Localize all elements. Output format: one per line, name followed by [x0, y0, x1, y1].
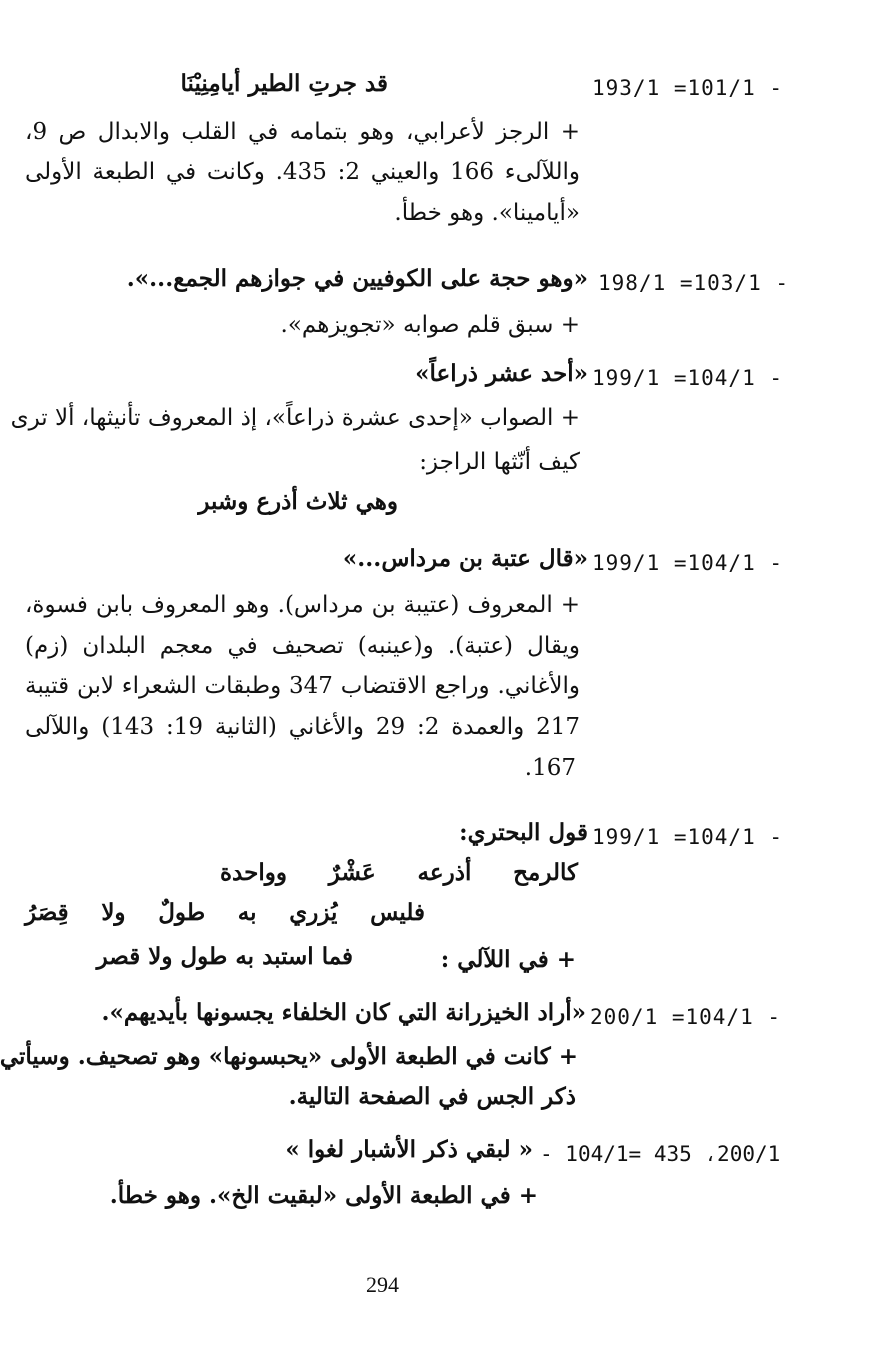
verse-line: فليس يُزري به طولٌ ولا قِصَرُ	[25, 899, 425, 926]
entry-quote: « لبقي ذكر الأشبار لغوا »	[285, 1136, 533, 1163]
entry-quote: «أحد عشر ذراعاً»	[415, 360, 588, 387]
page-number: 294	[366, 1272, 399, 1297]
entry-quote: «وهو حجة على الكوفيين في جوازهم الجمع...».	[126, 265, 588, 292]
entry-reference: 200/1، 435 =104/1 -	[540, 1142, 781, 1166]
entry-quote: قد جرتِ الطير أيامِنِيْنَا	[180, 70, 388, 97]
entry-text-line: + الرجز لأعرابي، وهو بتمامه في القلب والابدال ص 9،	[25, 119, 580, 145]
entry-text-line: ويقال (عتبة). و(عينبه) تصحيف في معجم البلدان (زم)	[25, 633, 580, 659]
verse-line: وهي ثلاث أذرع وشبر	[198, 488, 398, 515]
verse-line: كالرمح أذرعه عَشْرٌ وواحدة	[220, 859, 578, 886]
entry-text-line: 167.	[524, 755, 576, 781]
entry-reference: 198/1 =103/1 -	[598, 271, 790, 295]
entry-text-line: 217 والعمدة 2: 29 والأغاني (الثانية 19: 143) واللآلى	[25, 714, 580, 740]
entry-text-line: + في الطبعة الأولى «لبقيت الخ». وهو خطأ.	[109, 1182, 538, 1209]
verse-line: فما استبد به طول ولا قصر	[96, 943, 353, 970]
entry-reference: 199/1 =104/1 -	[592, 551, 784, 575]
entry-text-line: + كانت في الطبعة الأولى «يحبسونها» وهو تصحيف. وسيأتي	[0, 1043, 578, 1070]
entry-text-line: واللآلىء 166 والعيني 2: 435. وكانت في الطبعة الأولى	[25, 159, 580, 185]
entry-text-line: والأغاني. وراجع الاقتضاب 347 وطبقات الشعراء لابن قتيبة	[25, 673, 580, 699]
entry-text-line: + سبق قلم صوابه «تجويزهم».	[280, 312, 580, 338]
entry-text-line: + الصواب «إحدى عشرة ذراعاً»، إذ المعروف تأنيثها، ألا ترى	[10, 405, 580, 431]
entry-text-line: ذكر الجس في الصفحة التالية.	[288, 1083, 576, 1110]
entry-quote: «قال عتبة بن مرداس...»	[342, 545, 588, 572]
entry-quote: قول البحتري:	[459, 819, 588, 846]
entry-text-line: + المعروف (عتيبة بن مرداس). وهو المعروف بابن فسوة،	[25, 592, 580, 618]
entry-reference: 200/1 =104/1 -	[590, 1005, 782, 1029]
entry-reference: 199/1 =104/1 -	[592, 366, 784, 390]
entry-text-line: «أيامينا». وهو خطأ.	[394, 200, 580, 226]
entry-reference: 193/1 =101/1 -	[592, 76, 784, 100]
entry-text-line: + في اللآلي :	[440, 946, 576, 973]
entry-quote: «أراد الخيزرانة التي كان الخلفاء يجسونها بأيديهم».	[101, 999, 586, 1026]
entry-reference: 199/1 =104/1 -	[592, 825, 784, 849]
entry-text-line: كيف أنّثها الراجز:	[419, 449, 580, 475]
